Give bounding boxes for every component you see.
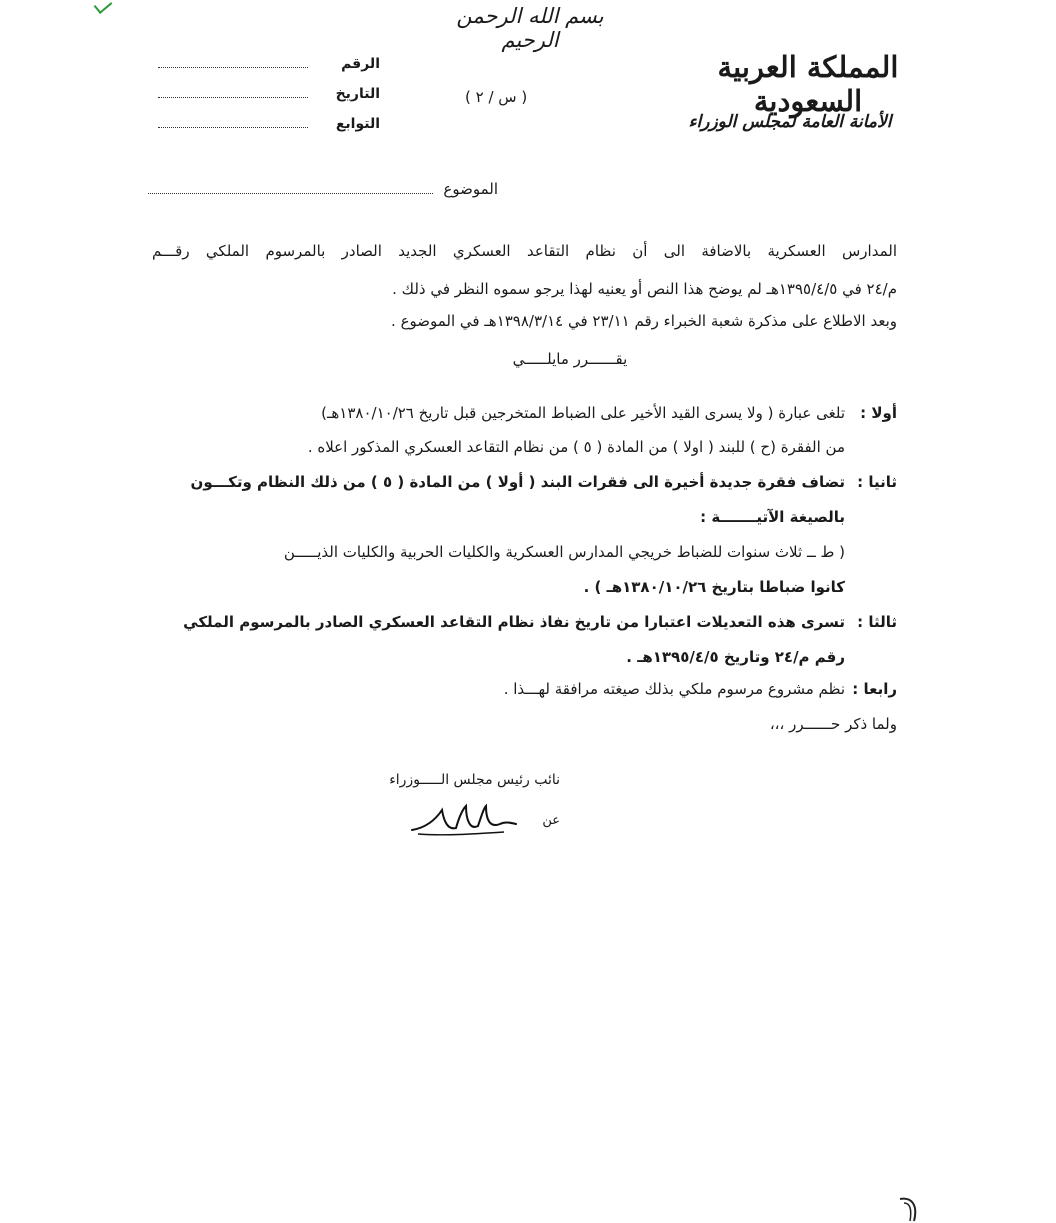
item-line: بالصيغة الآتيـــــــة : [700,508,845,526]
letterhead-kingdom: المملكة العربية السعودية [717,50,899,118]
closing-line: ولما ذكر حــــــرر ،،، [769,715,897,733]
item-label-second: ثانيا : [857,473,897,491]
attachments-label: التوابع [335,116,380,132]
number-line [158,57,308,68]
intro-line: المدارس العسكرية بالاضافة الى أن نظام التقاعد العسكري الجديد الصادر بالمرسوم الملكي رقـــم [152,242,897,260]
item-label-first: أولا : [860,404,897,422]
date-label: التاريخ [335,86,380,102]
item-line: نظم مشروع مرسوم ملكي بذلك صيغته مرافقة لهـــذا . [503,680,845,698]
meta-row-attachments [140,116,380,146]
meta-row-number [140,56,380,86]
number-label: الرقم [341,56,380,72]
intro-line: م/٢٤ في ١٣٩٥/٤/٥هـ لم يوضح هذا النص أو يعنيه لهذا يرجو سموه النظر في ذلك . [392,280,897,298]
green-check-mark [94,0,113,14]
letterhead-secretariat: الأمانة العامة لمجلس الوزراء [688,112,892,132]
handwritten-signature [404,800,524,840]
item-line: تلغى عبارة ( ولا يسرى القيد الأخير على الضباط المتخرجين قبل تاريخ ١٣٨٠/١٠/٢٦هـ) [321,404,845,422]
subject-line [148,181,433,194]
signature-row [300,800,560,840]
item-line: من الفقرة (ح ) للبند ( اولا ) من المادة ( ٥ ) من نظام التقاعد العسكري المذكور اعلاه . [307,438,845,456]
decision-heading: يقــــــرر مايلـــــي [512,350,628,368]
item-line: ( ط ــ ثلاث سنوات للضباط خريجي المدارس العسكرية والكليات الحربية والكليات الذيـــــن [283,543,845,561]
subject-row [148,180,498,198]
reference-code: ( س / ٢ ) [465,88,528,106]
item-line: تسرى هذه التعديلات اعتبارا من تاريخ نفاذ نظام التقاعد العسكري الصادر بالمرسوم الملكي [183,613,845,631]
signature-block [300,772,560,840]
page-corner-mark [896,1195,926,1223]
attachments-line [158,117,308,128]
item-label-fourth: رابعا : [852,680,897,698]
item-line: رقم م/٢٤ وتاريخ ١٣٩٥/٤/٥هـ . [626,648,845,666]
item-label-third: ثالثا : [857,613,897,631]
intro-line: وبعد الاطلاع على مذكرة شعبة الخبراء رقم ٢٣/١١ في ١٣٩٨/٣/١٤هـ في الموضوع . [391,312,897,330]
letter-meta-fields [140,56,380,146]
basmala: بسم الله الرحمن الرحيم [456,4,604,52]
subject-label: الموضوع [443,180,498,198]
on-behalf-prefix: عن [542,812,560,828]
meta-row-date [140,86,380,116]
date-line [158,87,308,98]
signatory-title: نائب رئيس مجلس الـــــوزراء [389,772,560,788]
item-line: تضاف فقرة جديدة أخيرة الى فقرات البند ( أولا ) من المادة ( ٥ ) من ذلك النظام وتكـــون [190,473,845,491]
item-line: كانوا ضباطا بتاريخ ١٣٨٠/١٠/٢٦هـ ) . [583,578,845,596]
